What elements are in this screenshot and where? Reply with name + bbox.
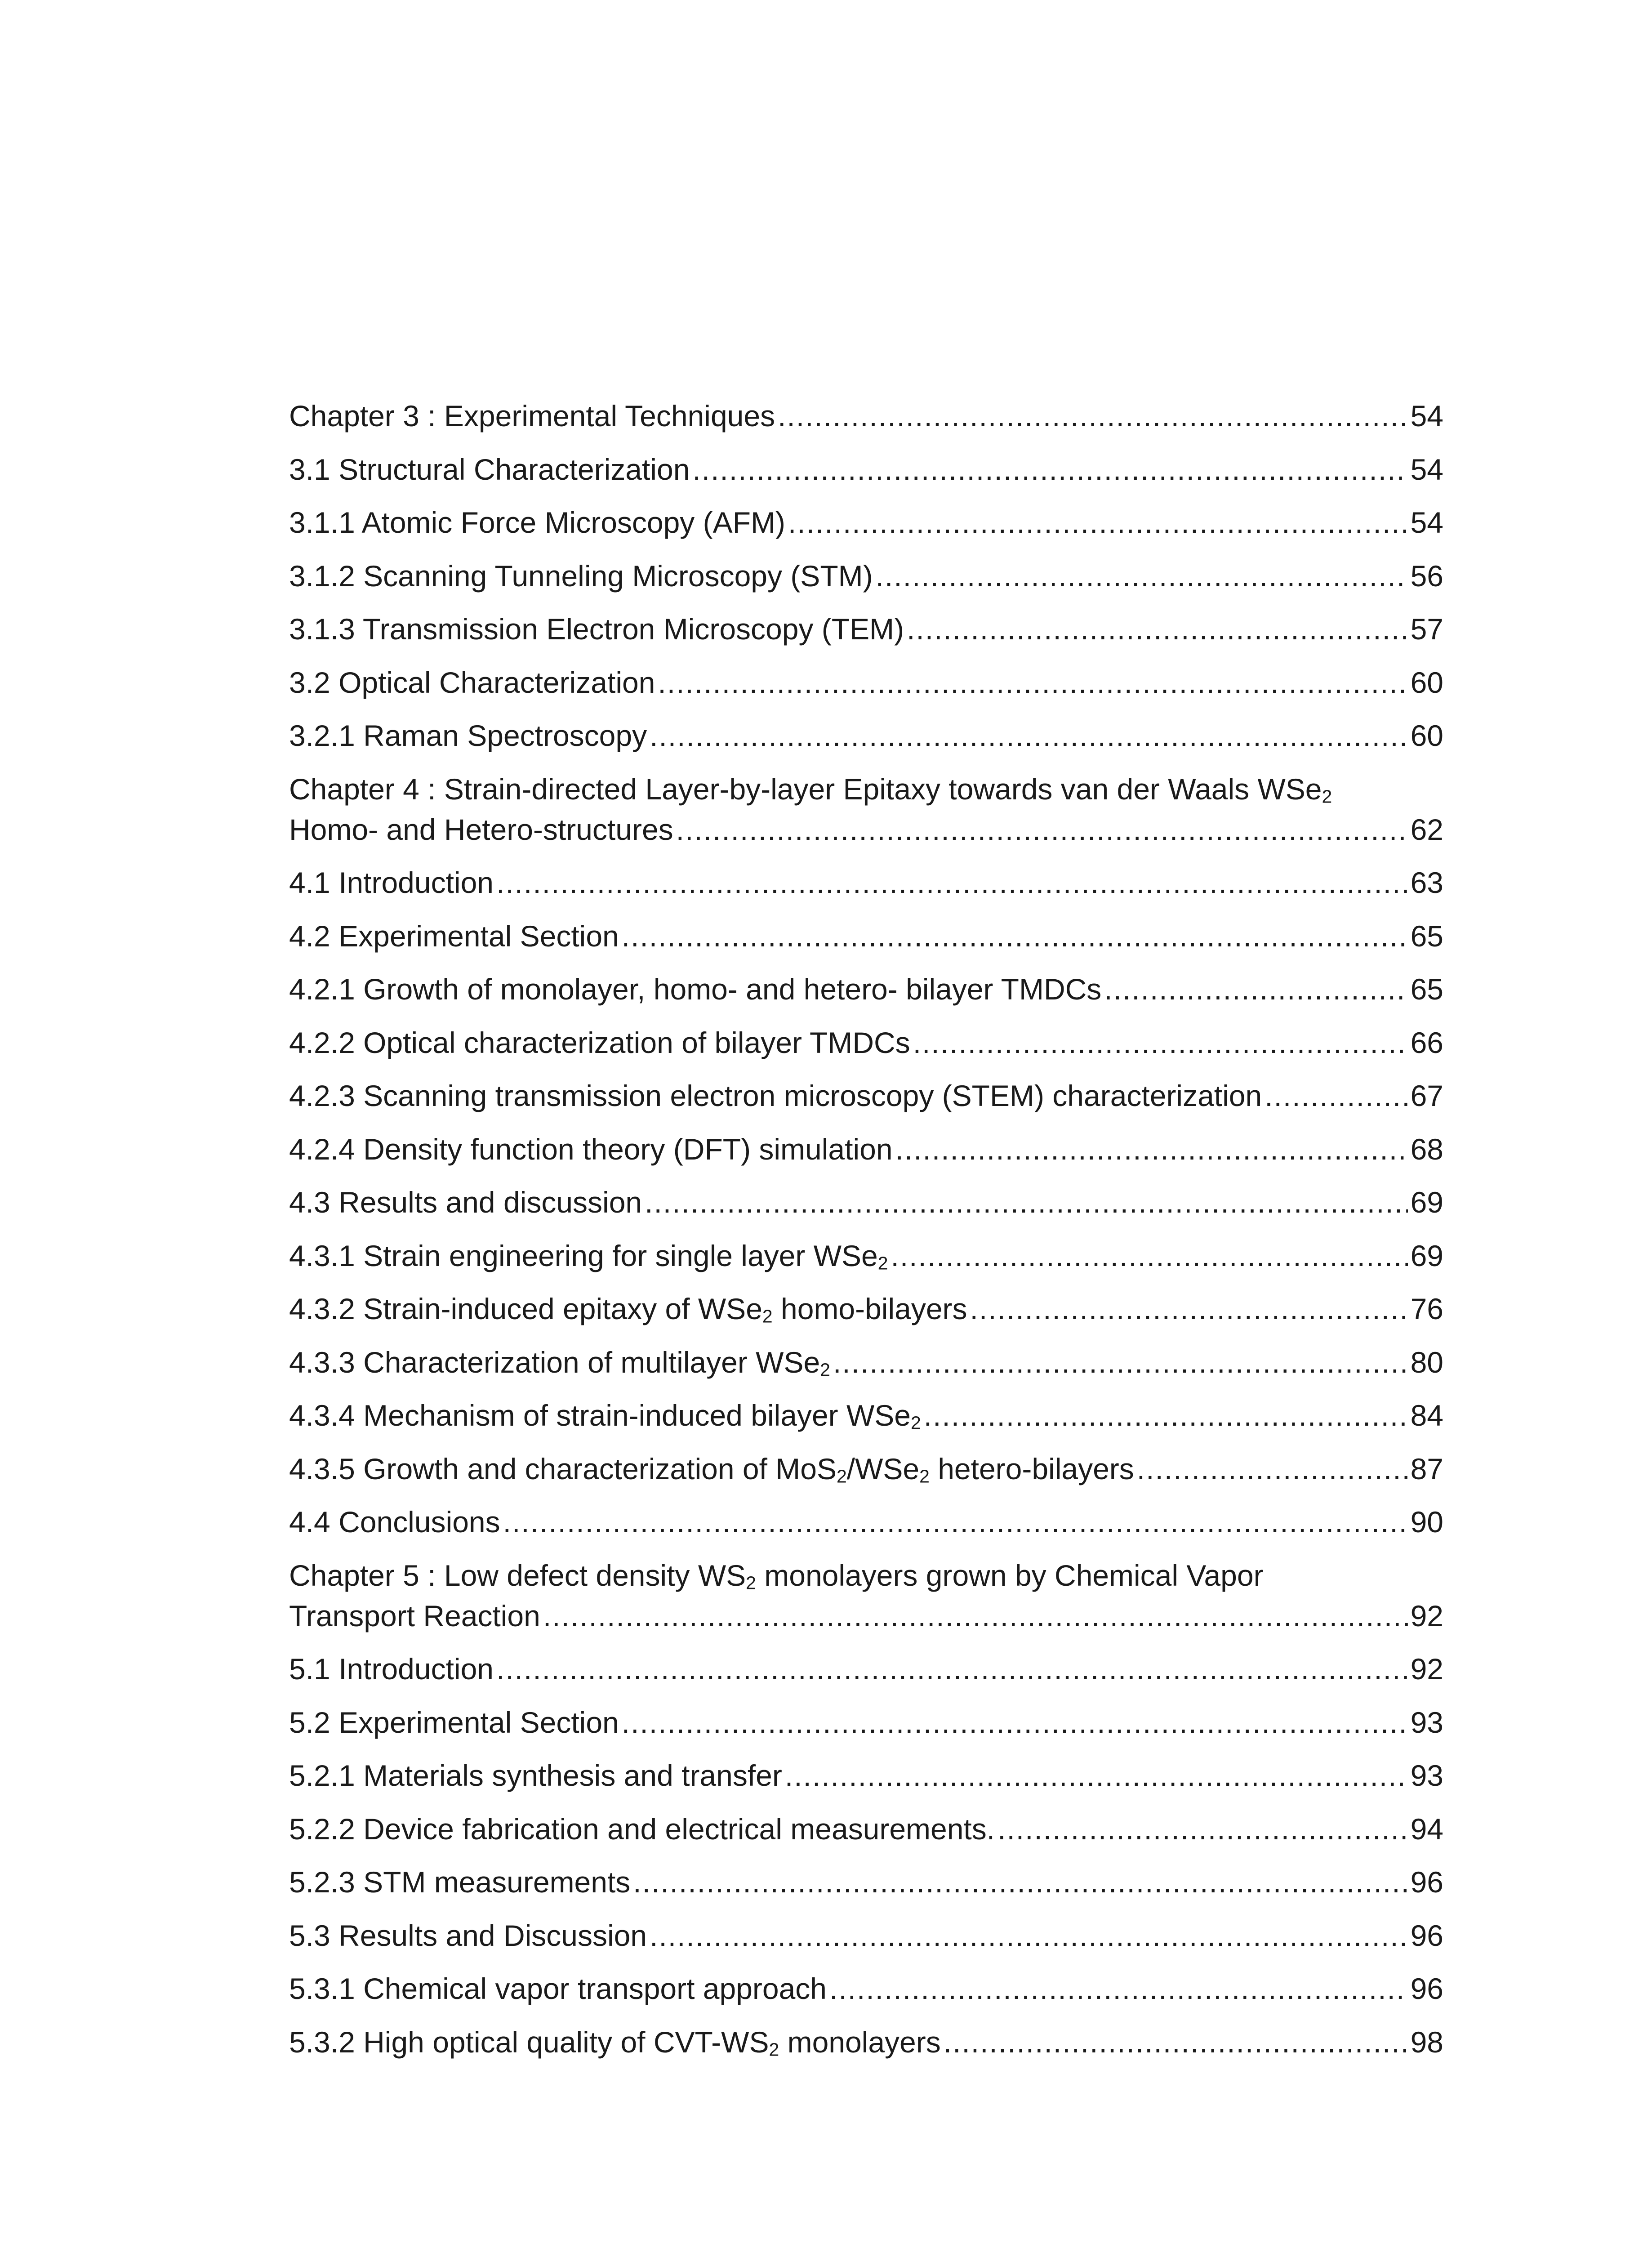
- dot-leader: [895, 1129, 1408, 1169]
- toc-entry-title-text: 5.3.2 High optical quality of CVT-WS: [289, 2025, 769, 2059]
- toc-page-number: 93: [1410, 1705, 1443, 1739]
- toc-entry-4-3-2[interactable]: [289, 1289, 1443, 1329]
- toc-entry-4-2-4[interactable]: [289, 1129, 1443, 1169]
- toc-entry-title-text: 4.3.5 Growth and characterization of MoS: [289, 1452, 837, 1485]
- toc-entry-4-2-2[interactable]: [289, 1022, 1443, 1063]
- subscript: 2: [919, 1465, 930, 1486]
- toc-entry-title: 4.1 Introduction: [289, 866, 494, 899]
- toc-entry-title-part: [289, 1555, 1264, 1596]
- subscript: 2: [910, 1412, 921, 1433]
- toc-page-number: 96: [1410, 1918, 1443, 1952]
- toc-page-number: 84: [1410, 1399, 1443, 1432]
- toc-entry-3-2[interactable]: [289, 662, 1443, 703]
- subscript: 2: [1322, 785, 1332, 807]
- dot-leader: [622, 916, 1408, 956]
- dot-leader: [650, 1915, 1408, 1956]
- toc-entry-title-text: /WSe: [846, 1452, 920, 1485]
- toc-entry-title-text: 4.3.3 Characterization of multilayer WSe: [289, 1345, 820, 1379]
- dot-leader: [944, 2022, 1408, 2062]
- toc-entry-5-2-3[interactable]: [289, 1862, 1443, 1902]
- subscript: 2: [877, 1252, 888, 1273]
- toc-entry-5-3-1[interactable]: [289, 1968, 1443, 2009]
- toc-page-number: 96: [1410, 1865, 1443, 1899]
- toc-entry-title-text: homo-bilayers: [772, 1292, 967, 1325]
- toc-page-number: 69: [1410, 1239, 1443, 1272]
- toc-entry-title: 5.2 Experimental Section: [289, 1705, 619, 1739]
- toc-entry-title-text: monolayers grown by Chemical Vapor: [756, 1558, 1264, 1592]
- toc-entry-3-1-3[interactable]: [289, 609, 1443, 649]
- dot-leader: [997, 1809, 1407, 1849]
- toc-page-number: 54: [1410, 452, 1443, 486]
- toc-entry-4-1[interactable]: [289, 862, 1443, 903]
- subscript: 2: [746, 1572, 756, 1593]
- toc-page-number: 65: [1410, 972, 1443, 1006]
- toc-entry-title: 3.1.2 Scanning Tunneling Microscopy (STM): [289, 559, 873, 593]
- toc-entry-title: [289, 1289, 967, 1329]
- dot-leader: [785, 1755, 1408, 1796]
- toc-entry-title: 4.2.3 Scanning transmission electron microscopy (STEM) characterization: [289, 1079, 1262, 1112]
- toc-entry-title: Transport Reaction: [289, 1599, 540, 1632]
- dot-leader: [913, 1022, 1408, 1063]
- toc-page-number: 87: [1410, 1452, 1443, 1485]
- toc-entry-3-2-1[interactable]: [289, 715, 1443, 756]
- toc-page-number: 69: [1410, 1186, 1443, 1219]
- toc-page-number: 54: [1410, 399, 1443, 433]
- toc-entry-title-part: [289, 769, 1332, 809]
- dot-leader: [658, 662, 1407, 703]
- toc-page-number: 65: [1410, 919, 1443, 953]
- toc-entry-chapter-3[interactable]: [289, 396, 1443, 436]
- dot-leader: [907, 609, 1408, 649]
- table-of-contents: [289, 396, 1443, 2075]
- dot-leader: [645, 1182, 1407, 1222]
- dot-leader: [633, 1862, 1407, 1902]
- subscript: 2: [820, 1359, 830, 1380]
- toc-entry-title: 5.2.1 Materials synthesis and transfer: [289, 1759, 782, 1792]
- toc-page-number: 66: [1410, 1026, 1443, 1059]
- dot-leader: [650, 715, 1407, 756]
- dot-leader: [778, 396, 1408, 436]
- toc-entry-title: 3.2 Optical Characterization: [289, 665, 655, 699]
- toc-entry-chapter-4[interactable]: [289, 769, 1443, 850]
- toc-entry-4-2-3[interactable]: [289, 1075, 1443, 1116]
- toc-entry-4-3-1[interactable]: [289, 1236, 1443, 1276]
- toc-entry-line-2: [289, 1596, 1443, 1636]
- toc-entry-title-text: Chapter 5 : Low defect density WS: [289, 1558, 746, 1592]
- toc-entry-3-1-2[interactable]: [289, 556, 1443, 596]
- dot-leader: [891, 1236, 1408, 1276]
- toc-entry-5-2[interactable]: [289, 1702, 1443, 1743]
- toc-entry-line-1: [289, 1555, 1443, 1596]
- toc-page-number: 67: [1410, 1079, 1443, 1112]
- dot-leader: [829, 1968, 1408, 2009]
- dot-leader: [876, 556, 1408, 596]
- toc-page-number: 98: [1410, 2025, 1443, 2059]
- toc-entry-title: 3.2.1 Raman Spectroscopy: [289, 719, 647, 752]
- toc-entry-5-3[interactable]: [289, 1915, 1443, 1956]
- subscript: 2: [762, 1306, 773, 1327]
- toc-entry-title-text: 4.3.2 Strain-induced epitaxy of WSe: [289, 1292, 762, 1325]
- toc-entry-title-text: monolayers: [779, 2025, 941, 2059]
- dot-leader: [692, 449, 1407, 490]
- toc-page-number: 57: [1410, 612, 1443, 646]
- dot-leader: [496, 1649, 1408, 1689]
- toc-entry-3-1-1[interactable]: [289, 502, 1443, 543]
- dot-leader: [833, 1342, 1408, 1383]
- toc-page-number: 90: [1410, 1505, 1443, 1539]
- toc-entry-4-3[interactable]: [289, 1182, 1443, 1222]
- toc-page-number: 62: [1410, 812, 1443, 846]
- dot-leader: [496, 862, 1408, 903]
- toc-page-number: 54: [1410, 506, 1443, 539]
- toc-entry-title: 5.2.3 STM measurements: [289, 1865, 631, 1899]
- toc-entry-title: 3.1 Structural Characterization: [289, 452, 690, 486]
- toc-entry-4-2-1[interactable]: [289, 969, 1443, 1009]
- toc-entry-5-2-1[interactable]: [289, 1755, 1443, 1796]
- toc-entry-title: Chapter 3 : Experimental Techniques: [289, 399, 775, 433]
- toc-entry-5-3-2[interactable]: [289, 2022, 1443, 2062]
- toc-entry-title: [289, 1395, 921, 1436]
- toc-page-number: 92: [1410, 1652, 1443, 1686]
- toc-page-number: 92: [1410, 1599, 1443, 1632]
- toc-page-number: 63: [1410, 866, 1443, 899]
- toc-entry-title-text: 4.3.4 Mechanism of strain-induced bilayer WSe: [289, 1399, 911, 1432]
- dot-leader: [788, 502, 1408, 543]
- dot-leader: [970, 1289, 1408, 1329]
- subscript: 2: [769, 2038, 779, 2060]
- dot-leader: [503, 1502, 1408, 1542]
- toc-page-number: 93: [1410, 1759, 1443, 1792]
- dot-leader: [1265, 1075, 1407, 1116]
- toc-entry-title: [289, 1449, 1134, 1489]
- toc-entry-title: [289, 2022, 941, 2062]
- toc-page-number: 56: [1410, 559, 1443, 593]
- toc-entry-5-2-2[interactable]: [289, 1809, 1443, 1849]
- toc-entry-4-4[interactable]: [289, 1502, 1443, 1542]
- toc-entry-title: [289, 1236, 888, 1276]
- toc-entry-title: 4.2.1 Growth of monolayer, homo- and hetero- bilayer TMDCs: [289, 972, 1102, 1006]
- toc-entry-4-2[interactable]: [289, 916, 1443, 956]
- toc-page-number: 94: [1410, 1812, 1443, 1846]
- toc-entry-title-text: Chapter 4 : Strain-directed Layer-by-layer Epitaxy towards van der Waals WSe: [289, 772, 1322, 806]
- toc-entry-4-3-5[interactable]: [289, 1449, 1443, 1489]
- toc-page-number: 76: [1410, 1292, 1443, 1325]
- toc-entry-title: 5.1 Introduction: [289, 1652, 494, 1686]
- dot-leader: [924, 1395, 1408, 1436]
- toc-entry-5-1[interactable]: [289, 1649, 1443, 1689]
- toc-entry-4-3-4[interactable]: [289, 1395, 1443, 1436]
- dot-leader: [1137, 1449, 1408, 1489]
- toc-entry-title: 4.4 Conclusions: [289, 1505, 500, 1539]
- toc-page-number: 96: [1410, 1972, 1443, 2005]
- dot-leader: [622, 1702, 1408, 1743]
- toc-entry-line-2: [289, 809, 1443, 850]
- dot-leader: [1104, 969, 1407, 1009]
- toc-entry-title: 4.2.2 Optical characterization of bilayer TMDCs: [289, 1026, 910, 1059]
- toc-page-number: 60: [1410, 719, 1443, 752]
- toc-entry-title: 5.3.1 Chemical vapor transport approach: [289, 1972, 827, 2005]
- toc-entry-title-text: hetero-bilayers: [929, 1452, 1134, 1485]
- toc-entry-title: 3.1.1 Atomic Force Microscopy (AFM): [289, 506, 785, 539]
- toc-entry-chapter-5[interactable]: [289, 1555, 1443, 1636]
- toc-page-number: 60: [1410, 665, 1443, 699]
- toc-entry-title: 4.2.4 Density function theory (DFT) simulation: [289, 1132, 893, 1166]
- dot-leader: [676, 809, 1408, 850]
- toc-entry-title: 4.2 Experimental Section: [289, 919, 619, 953]
- toc-entry-line-1: [289, 769, 1443, 809]
- dot-leader: [543, 1596, 1408, 1636]
- toc-entry-title: 5.3 Results and Discussion: [289, 1918, 647, 1952]
- toc-entry-title: 4.3 Results and discussion: [289, 1186, 642, 1219]
- toc-entry-title: Homo- and Hetero-structures: [289, 812, 673, 846]
- toc-page-number: 80: [1410, 1345, 1443, 1379]
- toc-page-number: 68: [1410, 1132, 1443, 1166]
- subscript: 2: [836, 1465, 847, 1486]
- toc-entry-3-1[interactable]: [289, 449, 1443, 490]
- toc-entry-title: [289, 1342, 830, 1383]
- toc-entry-title: 5.2.2 Device fabrication and electrical measurements.: [289, 1812, 995, 1846]
- toc-entry-title: 3.1.3 Transmission Electron Microscopy (TEM): [289, 612, 904, 646]
- toc-entry-title-text: 4.3.1 Strain engineering for single layer WSe: [289, 1239, 878, 1272]
- toc-entry-4-3-3[interactable]: [289, 1342, 1443, 1383]
